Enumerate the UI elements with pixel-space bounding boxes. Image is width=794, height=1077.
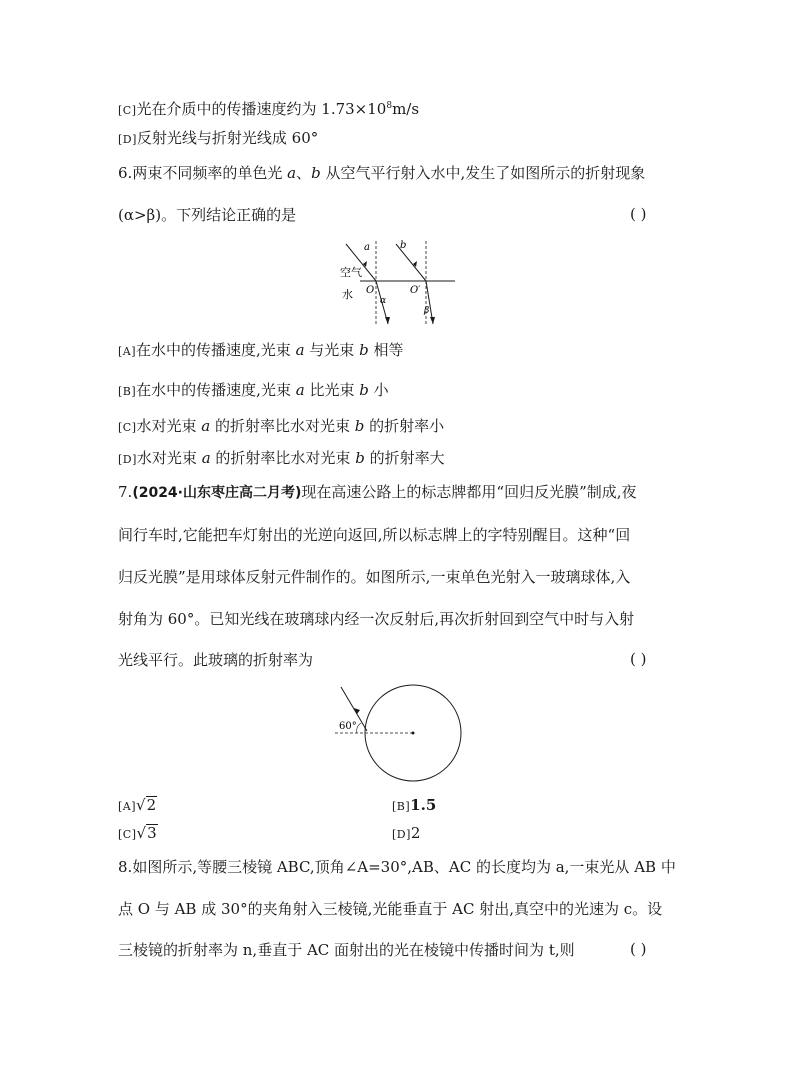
option-text: 在水中的传播速度,光束 bbox=[136, 341, 296, 359]
option-value: 2 bbox=[410, 824, 421, 842]
option-tag: [D] bbox=[118, 133, 137, 146]
option-value: 2 bbox=[146, 796, 157, 814]
q6-stem-line1 bbox=[118, 163, 645, 183]
source-label: 山东枣庄高二月考) bbox=[183, 485, 302, 501]
exponent: 8 bbox=[386, 101, 393, 111]
question-number: 6. bbox=[118, 164, 133, 182]
fig-label-alpha: α bbox=[380, 296, 387, 306]
option-text: 的折射率大 bbox=[364, 449, 445, 467]
var-a: a bbox=[287, 164, 297, 182]
option-text: 光在介质中的传播速度约为 1.73×10 bbox=[136, 100, 387, 118]
q6-option-b bbox=[118, 380, 389, 402]
fig-label-water: 水 bbox=[342, 288, 353, 301]
q6-option-a bbox=[118, 340, 403, 362]
q6-refraction-figure bbox=[330, 236, 460, 326]
q7-stem-line4: 射角为 60°。已知光线在玻璃球内经一次反射后,再次折射回到空气中时与入射 bbox=[118, 610, 635, 628]
q7-option-d bbox=[392, 823, 420, 845]
var-a: a bbox=[201, 417, 211, 435]
option-text: 的折射率比水对光束 bbox=[210, 449, 356, 467]
unit: m/s bbox=[392, 100, 420, 118]
sphere-center bbox=[412, 732, 415, 735]
var-a: a bbox=[295, 341, 305, 359]
q6-stem-line2 bbox=[118, 205, 296, 225]
option-tag: [D] bbox=[392, 828, 411, 841]
var-b: b bbox=[359, 341, 369, 359]
q8-stem-line2: 点 O 与 AB 成 30°的夹角射入三棱镜,光能垂直于 AC 射出,真空中的光速为 c。设 bbox=[118, 900, 663, 918]
sqrt-symbol: √ bbox=[136, 824, 147, 842]
fig-label-o: O bbox=[366, 285, 375, 296]
q8-stem-line1 bbox=[118, 857, 676, 877]
q5-option-d bbox=[118, 128, 318, 150]
option-value: 3 bbox=[147, 824, 157, 842]
var-a: a bbox=[201, 449, 211, 467]
answer-paren: ( ) bbox=[630, 650, 647, 668]
option-text: 比光束 bbox=[304, 381, 360, 399]
q8-stem-line3: 三棱镜的折射率为 n,垂直于 AC 面射出的光在棱镜中传播时间为 t,则 bbox=[118, 941, 575, 959]
sqrt-symbol: √ bbox=[136, 796, 146, 814]
question-number: 7. bbox=[118, 483, 133, 501]
q7-stem-line3: 归反光膜”是用球体反射元件制作的。如图所示,一束单色光射入一玻璃球体,入 bbox=[118, 568, 631, 586]
angle-arc bbox=[357, 723, 361, 733]
option-tag: [B] bbox=[392, 800, 411, 813]
q6-option-c bbox=[118, 416, 444, 438]
option-text: 水对光束 bbox=[136, 417, 202, 435]
var-a: a bbox=[295, 381, 305, 399]
q7-option-c bbox=[118, 823, 158, 845]
option-text: 在水中的传播速度,光束 bbox=[136, 381, 296, 399]
q7-stem-line5: 光线平行。此玻璃的折射率为 bbox=[118, 651, 314, 669]
fig-label-beta: β bbox=[424, 306, 430, 316]
option-text: 的折射率比水对光束 bbox=[210, 417, 355, 435]
option-text: 与光束 bbox=[304, 341, 360, 359]
fig-label-o2: O′ bbox=[410, 285, 421, 296]
option-text: 的折射率小 bbox=[364, 417, 445, 435]
var-b: b bbox=[354, 417, 365, 435]
source-open: (2024· bbox=[132, 485, 183, 501]
fig-label-b: b bbox=[400, 240, 407, 251]
option-text: 水对光束 bbox=[136, 449, 202, 467]
option-tag: [C] bbox=[118, 421, 137, 434]
fig-label-a: a bbox=[364, 242, 370, 253]
angle-label: 60° bbox=[339, 721, 357, 732]
option-text: 小 bbox=[368, 381, 389, 399]
var-b: b bbox=[311, 164, 321, 182]
option-text: 反射光线与折射光线成 60° bbox=[136, 129, 319, 147]
var-b: b bbox=[355, 449, 365, 467]
q5-option-c bbox=[118, 96, 419, 121]
stem-text: (α>β)。下列结论正确的是 bbox=[118, 206, 297, 224]
q7-stem-line2: 间行车时,它能把车灯射出的光逆向返回,所以标志牌上的字特别醒目。这种“回 bbox=[118, 526, 631, 544]
q7-option-a bbox=[118, 795, 157, 817]
option-tag: [A] bbox=[118, 345, 137, 358]
stem-text: 两束不同频率的单色光 bbox=[132, 164, 288, 182]
separator: 、 bbox=[296, 164, 312, 182]
stem-text: 如图所示,等腰三棱镜 ABC,顶角∠A=30°,AB、AC 的长度均为 a,一束光从 AB 中 bbox=[132, 858, 676, 876]
option-tag: [A] bbox=[118, 800, 137, 813]
answer-paren: ( ) bbox=[630, 940, 647, 958]
q6-option-d bbox=[118, 448, 445, 470]
option-value: 1.5 bbox=[410, 796, 437, 814]
question-number: 8. bbox=[118, 858, 133, 876]
option-tag: [B] bbox=[118, 385, 137, 398]
q7-stem-line1 bbox=[118, 482, 637, 503]
stem-text: 从空气平行射入水中,发生了如图所示的折射现象 bbox=[320, 164, 646, 182]
option-tag: [C] bbox=[118, 104, 137, 117]
q7-sphere-figure bbox=[330, 683, 470, 783]
option-text: 相等 bbox=[368, 341, 404, 359]
stem-text: 现在高速公路上的标志牌都用“回归反光膜”制成,夜 bbox=[301, 483, 637, 501]
answer-paren: ( ) bbox=[630, 205, 647, 223]
option-tag: [D] bbox=[118, 453, 137, 466]
var-b: b bbox=[359, 381, 369, 399]
q7-option-b bbox=[392, 795, 436, 817]
fig-label-air: 空气 bbox=[340, 266, 362, 279]
option-tag: [C] bbox=[118, 828, 137, 841]
